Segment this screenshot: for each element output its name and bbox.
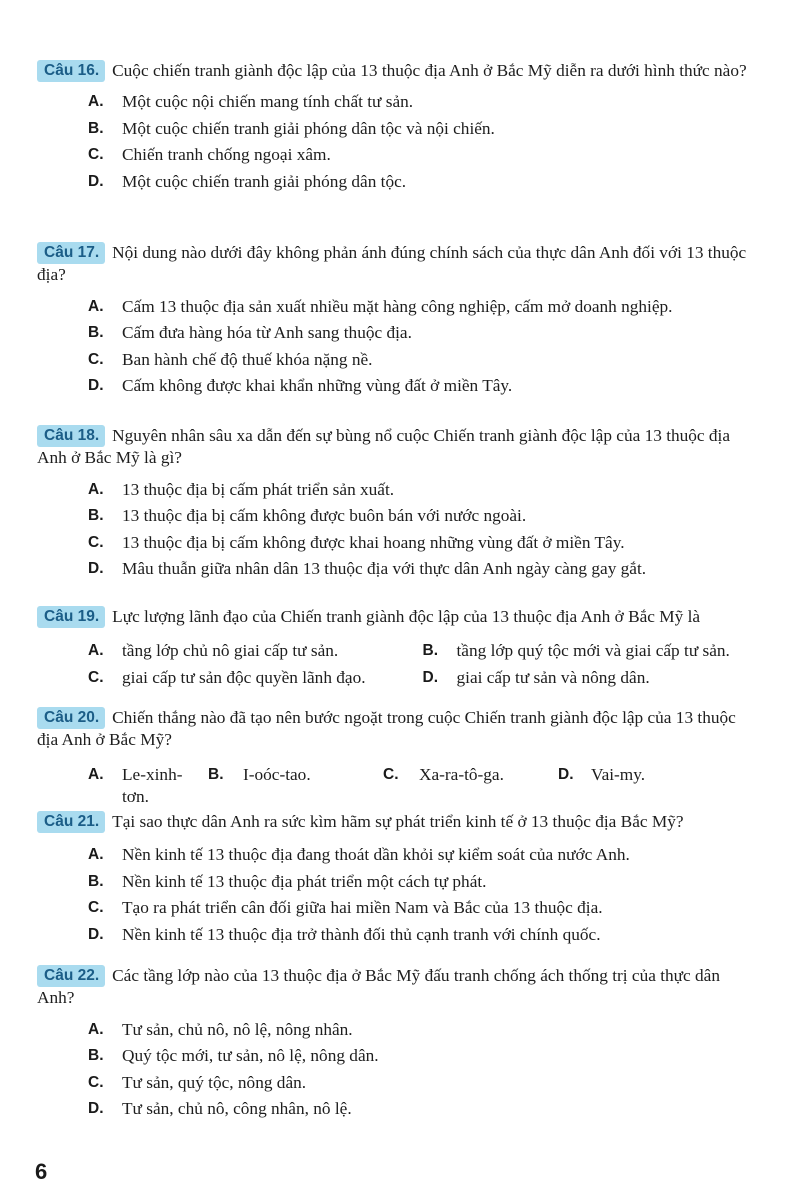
question-text: Các tầng lớp nào của 13 thuộc địa ở Bắc Mỹ đấu tranh chống ách thống trị của thực dân Anh? xyxy=(37,966,720,1008)
option-a xyxy=(37,296,755,323)
option-b xyxy=(37,118,755,145)
question-text: Tại sao thực dân Anh ra sức kìm hãm sự phát triển kinh tế ở 13 thuộc địa Bắc Mỹ? xyxy=(112,812,684,831)
option-letter: C. xyxy=(88,899,104,917)
option-text: Cấm đưa hàng hóa từ Anh sang thuộc địa. xyxy=(122,323,412,342)
option-a xyxy=(37,844,755,871)
option-a xyxy=(37,1019,755,1046)
option-c xyxy=(37,1072,755,1099)
option-text: giai cấp tư sản độc quyền lãnh đạo. xyxy=(122,667,366,687)
option-text: Tạo ra phát triển cân đối giữa hai miền Nam và Bắc của 13 thuộc địa. xyxy=(122,898,603,918)
option-text: Nền kinh tế 13 thuộc địa trở thành đối thủ cạnh tranh với chính quốc. xyxy=(122,924,601,944)
option-d xyxy=(421,667,756,694)
option-text: Tư sản, chủ nô, nô lệ, nông nhân. xyxy=(122,1019,353,1039)
option-c xyxy=(37,144,755,171)
option-text: Ban hành chế độ thuế khóa nặng nề. xyxy=(122,349,373,369)
question-text: Cuộc chiến tranh giành độc lập của 13 thuộc địa Anh ở Bắc Mỹ diễn ra dưới hình thức nào? xyxy=(112,61,747,80)
option-text: Tư sản, chủ nô, công nhân, nô lệ. xyxy=(122,1099,352,1118)
option-letter: A. xyxy=(88,480,104,498)
option-letter: B. xyxy=(422,642,438,660)
option-letter: B. xyxy=(208,765,224,783)
option-letter: D. xyxy=(88,172,104,190)
option-letter: B. xyxy=(88,324,104,341)
option-c xyxy=(37,532,755,559)
option-text: 13 thuộc địa bị cấm không được buôn bán với nước ngoài. xyxy=(122,506,527,525)
question-stem xyxy=(37,242,755,287)
option-b xyxy=(37,505,755,532)
question-label: Câu 19. xyxy=(37,606,105,628)
option-text: Một cuộc chiến tranh giải phóng dân tộc và nội chiến. xyxy=(122,118,495,138)
option-letter: C. xyxy=(88,146,104,164)
option-c xyxy=(37,897,755,924)
option-text: Chiến tranh chống ngoại xâm. xyxy=(122,145,331,165)
option-c xyxy=(37,349,755,376)
option-text: Xa-ra-tô-ga. xyxy=(419,764,504,784)
option-a xyxy=(37,764,208,806)
option-text: Mâu thuẫn giữa nhân dân 13 thuộc địa với thực dân Anh ngày càng gay gắt. xyxy=(122,559,647,578)
question-21 xyxy=(37,811,755,950)
option-text: 13 thuộc địa bị cấm không được khai hoang những vùng đất ở miền Tây. xyxy=(122,532,625,552)
option-text: Nền kinh tế 13 thuộc địa đang thoát dần khỏi sự kiểm soát của nước Anh. xyxy=(122,845,630,865)
question-text: Nội dung nào dưới đây không phản ánh đúng chính sách của thực dân Anh đối với 13 thuộc địa? xyxy=(37,243,747,285)
option-d xyxy=(558,764,691,791)
option-b xyxy=(421,640,756,667)
question-text: Lực lượng lãnh đạo của Chiến tranh giành độc lập của 13 thuộc địa Anh ở Bắc Mỹ là xyxy=(112,607,701,626)
question-stem xyxy=(37,707,755,752)
question-19 xyxy=(37,606,755,693)
option-text: Quý tộc mới, tư sản, nô lệ, nông dân. xyxy=(122,1046,379,1065)
question-text: Nguyên nhân sâu xa dẫn đến sự bùng nổ cuộc Chiến tranh giành độc lập của 13 thuộc địa Anh ở Bắc Mỹ là gì? xyxy=(37,426,731,468)
question-20 xyxy=(37,707,755,806)
option-text: Một cuộc chiến tranh giải phóng dân tộc. xyxy=(122,171,407,191)
option-letter: A. xyxy=(88,765,104,783)
option-text: Nền kinh tế 13 thuộc địa phát triển một cách tự phát. xyxy=(122,871,487,891)
option-text: Tư sản, quý tộc, nông dân. xyxy=(122,1072,307,1092)
question-label: Câu 18. xyxy=(37,425,105,447)
option-text: Cấm không được khai khẩn những vùng đất ở miền Tây. xyxy=(122,376,513,395)
option-a xyxy=(37,640,421,667)
question-text: Chiến thắng nào đã tạo nên bước ngoặt trong cuộc Chiến tranh giành độc lập của 13 thuộc địa Anh ở Bắc Mỹ? xyxy=(37,708,736,750)
question-label: Câu 20. xyxy=(37,707,105,729)
question-label: Câu 21. xyxy=(37,811,105,833)
option-letter: D. xyxy=(422,668,438,686)
option-letter: C. xyxy=(88,668,104,686)
option-letter: D. xyxy=(88,377,104,394)
question-stem xyxy=(37,965,755,1010)
option-b xyxy=(37,322,755,349)
option-letter: C. xyxy=(383,765,399,783)
option-a xyxy=(37,479,755,506)
question-stem xyxy=(37,606,755,628)
option-text: tầng lớp quý tộc mới và giai cấp tư sản. xyxy=(456,641,730,661)
option-letter: C. xyxy=(88,533,104,551)
option-letter: D. xyxy=(88,1100,104,1117)
question-stem xyxy=(37,425,755,470)
option-d xyxy=(37,924,755,951)
option-text: I-oóc-tao. xyxy=(243,764,311,784)
question-label: Câu 16. xyxy=(37,60,105,82)
option-letter: C. xyxy=(88,1073,104,1091)
option-letter: B. xyxy=(88,507,104,524)
option-letter: A. xyxy=(88,297,104,315)
question-label: Câu 22. xyxy=(37,965,105,987)
option-letter: A. xyxy=(88,93,104,111)
option-text: giai cấp tư sản và nông dân. xyxy=(456,667,650,687)
option-text: Vai-my. xyxy=(591,764,646,784)
option-text: Một cuộc nội chiến mang tính chất tư sản. xyxy=(122,92,414,112)
question-stem xyxy=(37,60,755,82)
option-d xyxy=(37,558,755,585)
option-d xyxy=(37,171,755,198)
option-letter: A. xyxy=(88,642,104,660)
option-text: 13 thuộc địa bị cấm phát triển sản xuất. xyxy=(122,479,395,499)
option-letter: C. xyxy=(88,350,104,368)
option-b xyxy=(37,1045,755,1072)
option-letter: D. xyxy=(88,560,104,577)
question-stem xyxy=(37,811,755,833)
option-letter: A. xyxy=(88,846,104,864)
option-letter: B. xyxy=(88,1047,104,1064)
option-letter: B. xyxy=(88,872,104,890)
option-d xyxy=(37,1098,755,1125)
option-text: tầng lớp chủ nô giai cấp tư sản. xyxy=(122,641,339,661)
option-c xyxy=(383,764,558,791)
question-label: Câu 17. xyxy=(37,242,105,264)
question-16 xyxy=(37,60,755,197)
option-text: Cấm 13 thuộc địa sản xuất nhiều mặt hàng công nghiệp, cấm mở doanh nghiệp. xyxy=(122,296,673,316)
option-letter: D. xyxy=(88,925,104,943)
option-letter: B. xyxy=(88,119,104,137)
option-text: Le-xinh-tơn. xyxy=(122,764,183,806)
option-c xyxy=(37,667,421,694)
option-letter: D. xyxy=(558,765,574,783)
option-b xyxy=(37,871,755,898)
option-d xyxy=(37,375,755,402)
option-letter: A. xyxy=(88,1020,104,1038)
page-number: 6 xyxy=(35,1159,48,1184)
question-18 xyxy=(37,425,755,585)
option-a xyxy=(37,91,755,118)
question-22 xyxy=(37,965,755,1125)
option-b xyxy=(208,764,383,791)
question-17 xyxy=(37,242,755,402)
